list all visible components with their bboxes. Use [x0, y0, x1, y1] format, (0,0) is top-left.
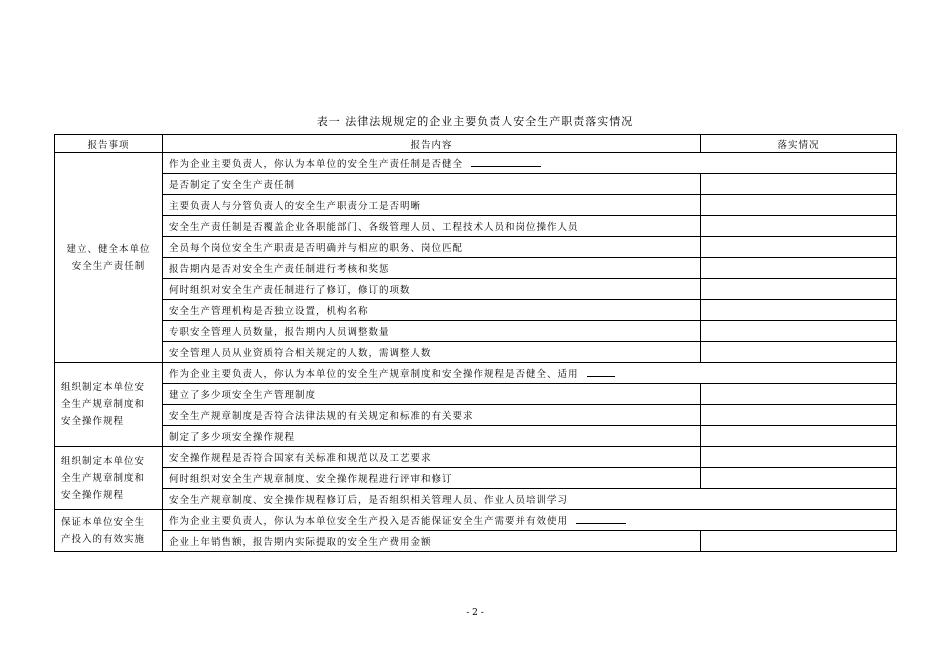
- report-content-cell: 安全生产规章制度、安全操作规程修订后，是否组织相关管理人员、作业人员培训学习: [163, 489, 897, 510]
- status-cell[interactable]: [701, 279, 897, 300]
- table-row: [55, 447, 897, 468]
- report-content-cell: 安全操作规程是否符合国家有关标准和规范以及工艺要求: [163, 447, 701, 468]
- table-row: [55, 195, 897, 216]
- table-row: [55, 321, 897, 342]
- report-content-cell: 安全生产规章制度是否符合法律法规的有关规定和标准的有关要求: [163, 405, 701, 426]
- status-cell[interactable]: [701, 321, 897, 342]
- report-content-cell: 何时组织对安全生产责任制进行了修订，修订的项数: [163, 279, 701, 300]
- table-row: [55, 279, 897, 300]
- status-cell[interactable]: [701, 258, 897, 279]
- report-content-cell: 主要负责人与分管负责人的安全生产职责分工是否明晰: [163, 195, 701, 216]
- status-cell[interactable]: [701, 426, 897, 447]
- report-content-cell: 作为企业主要负责人，你认为本单位安全生产投入是否能保证安全生产需要并有效使用: [163, 510, 897, 531]
- answer-blank[interactable]: [471, 157, 541, 167]
- status-cell[interactable]: [701, 174, 897, 195]
- page-number: - 2 -: [466, 608, 484, 618]
- table-row: [55, 468, 897, 489]
- table-row: [55, 216, 897, 237]
- report-content-cell: 全员每个岗位安全生产职责是否明确并与相应的职务、岗位匹配: [163, 237, 701, 258]
- section-label-responsibility: 建立、健全本单位 安全生产责任制: [55, 153, 163, 363]
- report-content-cell: 作为企业主要负责人，你认为本单位的安全生产责任制是否健全: [163, 153, 897, 174]
- table-row: [55, 153, 897, 174]
- table-row: [55, 489, 897, 510]
- status-cell[interactable]: [701, 195, 897, 216]
- header-content: 报告内容: [163, 135, 701, 153]
- table-row: [55, 300, 897, 321]
- table-row: [55, 405, 897, 426]
- report-content-cell: 报告期内是否对安全生产责任制进行考核和奖惩: [163, 258, 701, 279]
- table-row: [55, 531, 897, 552]
- answer-blank[interactable]: [587, 367, 615, 377]
- page-title: 表一 法律法规规定的企业主要负责人安全生产职责落实情况: [316, 115, 634, 128]
- answer-blank[interactable]: [576, 514, 626, 524]
- status-cell[interactable]: [701, 384, 897, 405]
- status-cell[interactable]: [701, 342, 897, 363]
- table-header-row: [55, 135, 897, 153]
- report-content-cell: 专职安全管理人员数量，报告期内人员调整数量: [163, 321, 701, 342]
- report-content-cell: 何时组织对安全生产规章制度、安全操作规程进行评审和修订: [163, 468, 701, 489]
- table-row: [55, 258, 897, 279]
- report-content-cell: 制定了多少项安全操作规程: [163, 426, 701, 447]
- status-cell[interactable]: [701, 531, 897, 552]
- report-table: [54, 134, 897, 552]
- table-row: [55, 237, 897, 258]
- status-cell[interactable]: [701, 468, 897, 489]
- status-cell[interactable]: [701, 216, 897, 237]
- table-row: [55, 510, 897, 531]
- report-content-cell: 安全生产管理机构是否独立设置，机构名称: [163, 300, 701, 321]
- status-cell[interactable]: [701, 447, 897, 468]
- report-content-cell: 建立了多少项安全生产管理制度: [163, 384, 701, 405]
- header-status: 落实情况: [701, 135, 897, 153]
- report-content-cell: 作为企业主要负责人，你认为本单位的安全生产规章制度和安全操作规程是否健全、适用: [163, 363, 897, 384]
- report-content-cell: 企业上年销售额，报告期内实际提取的安全生产费用金额: [163, 531, 701, 552]
- status-cell[interactable]: [701, 300, 897, 321]
- table-row: [55, 384, 897, 405]
- report-content-cell: 安全管理人员从业资质符合相关规定的人数，需调整人数: [163, 342, 701, 363]
- report-content-cell: 安全生产责任制是否覆盖企业各职能部门、各级管理人员、工程技术人员和岗位操作人员: [163, 216, 701, 237]
- table-row: [55, 426, 897, 447]
- table-row: [55, 174, 897, 195]
- section-label-operating-procedures: 组织制定本单位安 全生产规章制度和 安全操作规程: [55, 447, 163, 510]
- section-label-regulations: 组织制定本单位安 全生产规章制度和 安全操作规程: [55, 363, 163, 447]
- section-label-safety-investment: 保证本单位安全生 产投入的有效实施: [55, 510, 163, 552]
- status-cell[interactable]: [701, 405, 897, 426]
- report-content-cell: 是否制定了安全生产责任制: [163, 174, 701, 195]
- table-row: [55, 363, 897, 384]
- header-item: 报告事项: [55, 135, 163, 153]
- status-cell[interactable]: [701, 237, 897, 258]
- table-row: [55, 342, 897, 363]
